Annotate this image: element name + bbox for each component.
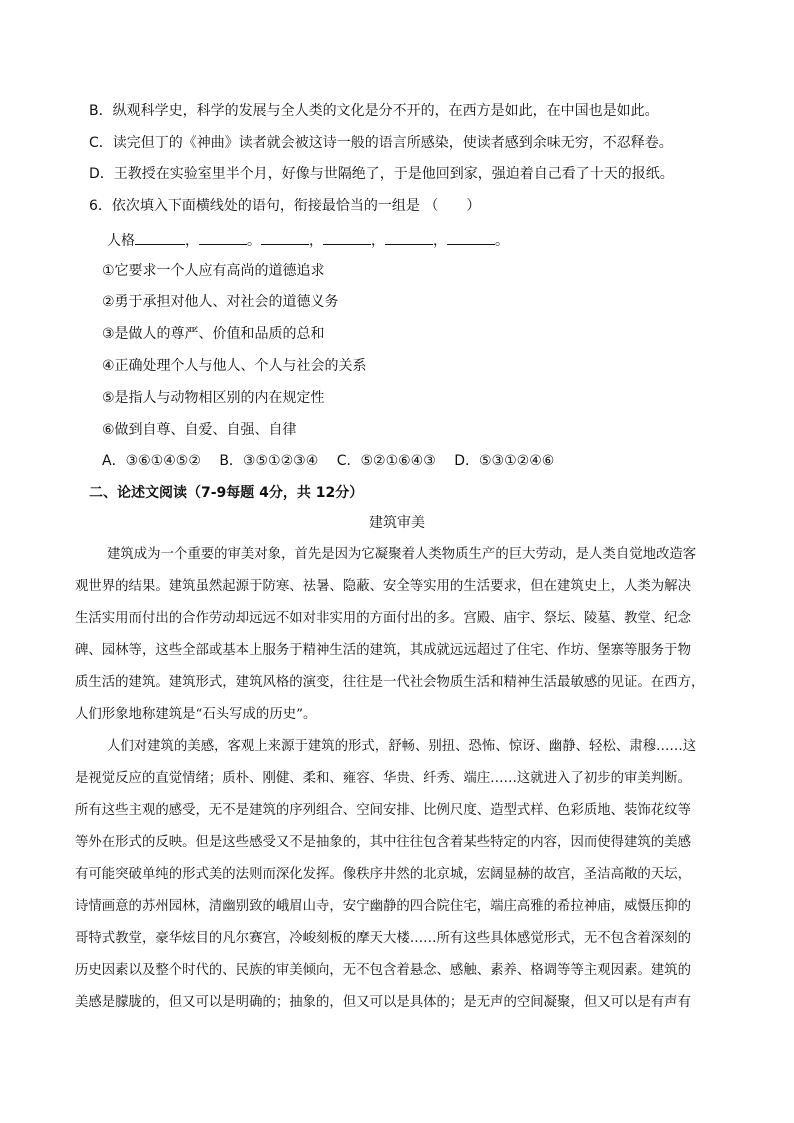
section-2-heading: 二、论述文阅读（7-9每题 4分，共 12分） xyxy=(89,485,364,501)
paragraph-line: 是视觉反应的直觉情绪；质朴、刚健、柔和、雍容、华贵、纤秀、端庄……这就进入了初步的审美判断。 xyxy=(75,771,691,786)
prompt-word: 人格 xyxy=(107,233,135,249)
blank-6 xyxy=(447,230,495,245)
question-6-stem: 6．依次填入下面横线处的语句，衔接最恰当的一组是 （ ） xyxy=(89,198,481,214)
item-4: ④正确处理个人与他人、个人与社会的关系 xyxy=(102,358,367,374)
item-5: ⑤是指人与动物相区别的内在规定性 xyxy=(102,390,325,406)
paragraph-line: 历史因素以及整个时代的、民族的审美倾向，无不包含着悬念、感触、素养、格调等等主观因素。建筑的 xyxy=(75,963,691,978)
item-6: ⑥做到自尊、自爱、自强、自律 xyxy=(102,422,297,438)
blank-5 xyxy=(385,230,433,245)
question-6-choices: A．③⑥①④⑤② B．③⑤①②③④ C．⑤②①⑥④③ D．⑤③①②④⑥ xyxy=(102,453,555,469)
blank-1 xyxy=(135,230,185,245)
paragraph-line: 等外在形式的反映。但是这些感受又不是抽象的，其中往往包含着某些特定的内容，因而使得建筑的美感 xyxy=(75,835,691,850)
blank-4 xyxy=(323,230,371,245)
paragraph-line: 碑、园林等，这些全部或基本上服务于精神生活的建筑，其成就远远超过了住宅、作坊、堡寨等服务于物 xyxy=(75,643,691,658)
item-2: ②勇于承担对他人、对社会的道德义务 xyxy=(102,294,339,310)
item-1: ①它要求一个人应有高尚的道德追求 xyxy=(102,263,325,279)
option-c: C．读完但丁的《神曲》读者就会被这诗一般的语言所感染，使读者感到余味无穷，不忍释卷。 xyxy=(89,135,673,151)
option-b: B．纵观科学史，科学的发展与全人类的文化是分不开的，在西方是如此，在中国也是如此。 xyxy=(89,103,659,119)
blank-2 xyxy=(199,230,247,245)
paragraph-line: 哥特式教堂，豪华炫目的凡尔赛宫，冷峻刻板的摩天大楼……所有这些具体感觉形式，无不包含着深刻的 xyxy=(75,931,691,946)
paragraph-line: 观世界的结果。建筑虽然起源于防寒、祛暑、隐蔽、安全等实用的生活要求，但在建筑史上，人类为解决 xyxy=(75,579,691,594)
paragraph-line: 有可能突破单纯的形式美的法则而深化发挥。像秩序井然的北京城，宏阔显赫的故宫，圣洁高敞的天坛， xyxy=(75,867,691,882)
paragraph-line: 诗情画意的苏州园林，清幽别致的峨眉山寺，安宁幽静的四合院住宅，端庄高雅的希拉神庙，威慑压抑的 xyxy=(75,899,691,914)
paragraph-line: 建筑成为一个重要的审美对象，首先是因为它凝聚着人类物质生产的巨大劳动，是人类自觉地改造客 xyxy=(107,547,697,562)
fill-in-line: 人格 ， 。 ， ， ， 。 xyxy=(107,230,509,250)
blank-3 xyxy=(261,230,309,245)
paragraph-line: 质生活的建筑。建筑形式，建筑风格的演变，往往是一代社会物质生活和精神生活最敏感的见证。在西方， xyxy=(75,675,705,690)
article-title: 建筑审美 xyxy=(369,515,425,531)
paragraph-line: 人们对建筑的美感，客观上来源于建筑的形式，舒畅、别扭、恐怖、惊讶、幽静、轻松、肃穆……这 xyxy=(107,739,697,754)
paragraph-line: 人们形象地称建筑是“石头写成的历史”。 xyxy=(75,707,317,722)
option-d: D．王教授在实验室里半个月，好像与世隔绝了，于是他回到家，强迫着自己看了十天的报纸。 xyxy=(89,166,674,182)
item-3: ③是做人的尊严、价值和品质的总和 xyxy=(102,326,325,342)
paragraph-line: 所有这些主观的感受，无不是建筑的序列组合、空间安排、比例尺度、造型式样、色彩质地、装饰花纹等 xyxy=(75,803,691,818)
paragraph-line: 美感是朦胧的，但又可以是明确的；抽象的，但又可以是具体的；是无声的空间凝聚，但又可以是有声有 xyxy=(75,995,691,1010)
paragraph-line: 生活实用而付出的合作劳动却远远不如对非实用的方面付出的多。宫殿、庙宇、祭坛、陵墓、教堂、纪念 xyxy=(75,611,691,626)
